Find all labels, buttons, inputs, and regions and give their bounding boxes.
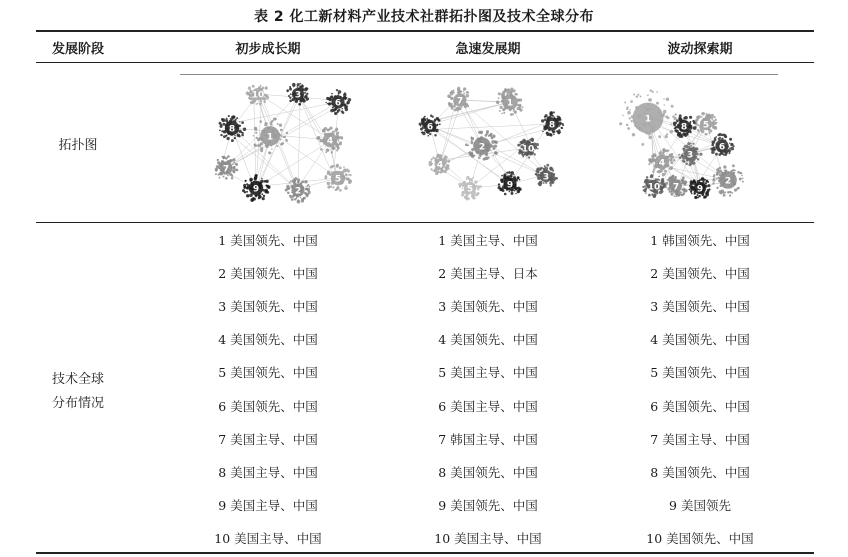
community-node bbox=[325, 89, 351, 115]
distribution-cell: 1 韩国领先、中国 bbox=[650, 233, 750, 248]
distribution-cell: 8 美国领先、中国 bbox=[438, 464, 538, 480]
topology-graph-fluctuating-exploration bbox=[610, 78, 760, 214]
node-label: 8 bbox=[228, 124, 236, 135]
distribution-cell: 3 美国领先、中国 bbox=[218, 299, 318, 315]
node-label: 9 bbox=[506, 180, 514, 191]
node-label: 5 bbox=[334, 174, 342, 185]
graph-edge bbox=[440, 102, 455, 164]
community-node bbox=[458, 176, 482, 201]
graph-edge bbox=[428, 124, 552, 130]
distribution-cell: 4 美国领先、中国 bbox=[218, 332, 318, 348]
table-title: 表 2 化工新材料产业技术社群拓扑图及技术全球分布 bbox=[254, 9, 594, 25]
node-label: 8 bbox=[680, 122, 688, 133]
community-node bbox=[710, 133, 734, 156]
topology-graph-rapid-development bbox=[404, 78, 580, 214]
community-node bbox=[694, 112, 717, 136]
distribution-cell: 6 美国领先、中国 bbox=[650, 398, 750, 414]
node-label: 7 bbox=[222, 164, 230, 175]
community-node bbox=[215, 155, 239, 179]
community-node bbox=[242, 174, 271, 202]
community-node bbox=[429, 154, 451, 176]
node-label: 7 bbox=[456, 96, 464, 107]
community-node bbox=[712, 164, 744, 196]
community-node bbox=[316, 126, 343, 153]
distribution-cell: 9 美国主导、中国 bbox=[218, 497, 318, 513]
community-node bbox=[498, 171, 522, 195]
node-label: 9 bbox=[252, 184, 260, 195]
node-label: 6 bbox=[718, 142, 726, 153]
top-rule bbox=[36, 30, 814, 32]
node-label: 5 bbox=[466, 184, 474, 195]
node-label: 1 bbox=[506, 98, 514, 109]
graph-edge bbox=[226, 107, 338, 168]
community-node bbox=[648, 148, 675, 176]
node-label: 10 bbox=[251, 90, 265, 101]
distribution-cell: 2 美国领先、中国 bbox=[650, 266, 750, 282]
distribution-cell: 6 美国主导、中国 bbox=[438, 398, 538, 414]
distribution-cell: 3 美国领先、中国 bbox=[650, 299, 750, 315]
distribution-cell: 10 美国主导、中国 bbox=[434, 530, 542, 546]
node-label: 3 bbox=[542, 172, 550, 183]
middle-rule bbox=[36, 222, 814, 223]
community-node bbox=[642, 174, 666, 198]
header-rule bbox=[36, 62, 814, 63]
node-label: 2 bbox=[478, 142, 486, 153]
distribution-cell: 7 韩国主导、中国 bbox=[438, 431, 538, 447]
distribution-cell: 9 美国领先、中国 bbox=[438, 497, 538, 513]
distribution-cell: 7 美国主导、中国 bbox=[650, 431, 750, 447]
graph-edge bbox=[440, 103, 461, 164]
header-stage: 发展阶段 bbox=[51, 42, 104, 57]
row-label-distribution-line1: 技术全球 bbox=[51, 372, 104, 387]
header-initial-growth: 初步成长期 bbox=[235, 42, 301, 57]
distribution-cell: 5 美国领先、中国 bbox=[650, 365, 750, 381]
node-label: 2 bbox=[294, 186, 302, 197]
distribution-cell: 10 美国领先、中国 bbox=[646, 530, 754, 546]
header-rapid-development: 急速发展期 bbox=[455, 42, 521, 57]
node-label: 1 bbox=[266, 132, 274, 143]
distribution-cell: 5 美国领先、中国 bbox=[218, 365, 318, 381]
distribution-cell: 5 美国主导、中国 bbox=[438, 365, 538, 381]
node-label: 4 bbox=[436, 160, 444, 171]
row-label-distribution-line2: 分布情况 bbox=[51, 396, 104, 411]
node-label: 4 bbox=[326, 136, 334, 147]
community-node bbox=[286, 83, 309, 106]
community-node bbox=[219, 115, 247, 142]
node-label: 5 bbox=[702, 120, 710, 131]
bottom-rule bbox=[36, 552, 814, 554]
row-label-distribution bbox=[18, 368, 138, 416]
graph-edge bbox=[231, 102, 338, 123]
node-label: 3 bbox=[294, 90, 302, 101]
distribution-cell: 1 美国领先、中国 bbox=[218, 233, 318, 248]
distribution-cell: 8 美国主导、中国 bbox=[218, 464, 318, 480]
node-label: 9 bbox=[696, 184, 704, 195]
node-label: 4 bbox=[658, 158, 666, 169]
header-fluctuating-exploration: 波动探索期 bbox=[667, 42, 733, 57]
topology-graph-initial-growth bbox=[196, 78, 372, 214]
graph-edge bbox=[254, 93, 256, 188]
node-label: 10 bbox=[521, 144, 535, 155]
node-label: 1 bbox=[644, 114, 652, 125]
distribution-cell: 9 美国领先 bbox=[669, 497, 731, 513]
community-node bbox=[246, 85, 269, 106]
community-node bbox=[447, 87, 469, 112]
node-label: 8 bbox=[548, 120, 556, 131]
node-label: 7 bbox=[672, 182, 680, 193]
distribution-cell: 4 美国领先、中国 bbox=[650, 332, 750, 348]
node-label: 3 bbox=[686, 150, 694, 161]
community-node bbox=[619, 89, 677, 145]
node-label: 6 bbox=[334, 98, 342, 109]
distribution-cell: 7 美国主导、中国 bbox=[218, 431, 318, 447]
graph-edge bbox=[431, 102, 510, 121]
community-node bbox=[324, 164, 352, 192]
community-node bbox=[665, 175, 687, 197]
row-label-topology: 拓扑图 bbox=[58, 138, 98, 153]
distribution-cell: 3 美国领先、中国 bbox=[438, 299, 538, 315]
distribution-cell: 1 美国主导、中国 bbox=[438, 233, 538, 248]
distribution-cell: 10 美国主导、中国 bbox=[214, 530, 322, 546]
distribution-cell: 4 美国领先、中国 bbox=[438, 332, 538, 348]
figure-top-line bbox=[180, 74, 778, 75]
node-label: 10 bbox=[647, 182, 661, 193]
distribution-cell: 8 美国领先、中国 bbox=[650, 464, 750, 480]
node-label: 6 bbox=[426, 122, 434, 133]
distribution-cell: 6 美国领先、中国 bbox=[218, 398, 318, 414]
distribution-cell: 2 美国主导、日本 bbox=[438, 266, 538, 282]
node-label: 2 bbox=[724, 176, 732, 187]
distribution-cell: 2 美国领先、中国 bbox=[218, 266, 318, 282]
